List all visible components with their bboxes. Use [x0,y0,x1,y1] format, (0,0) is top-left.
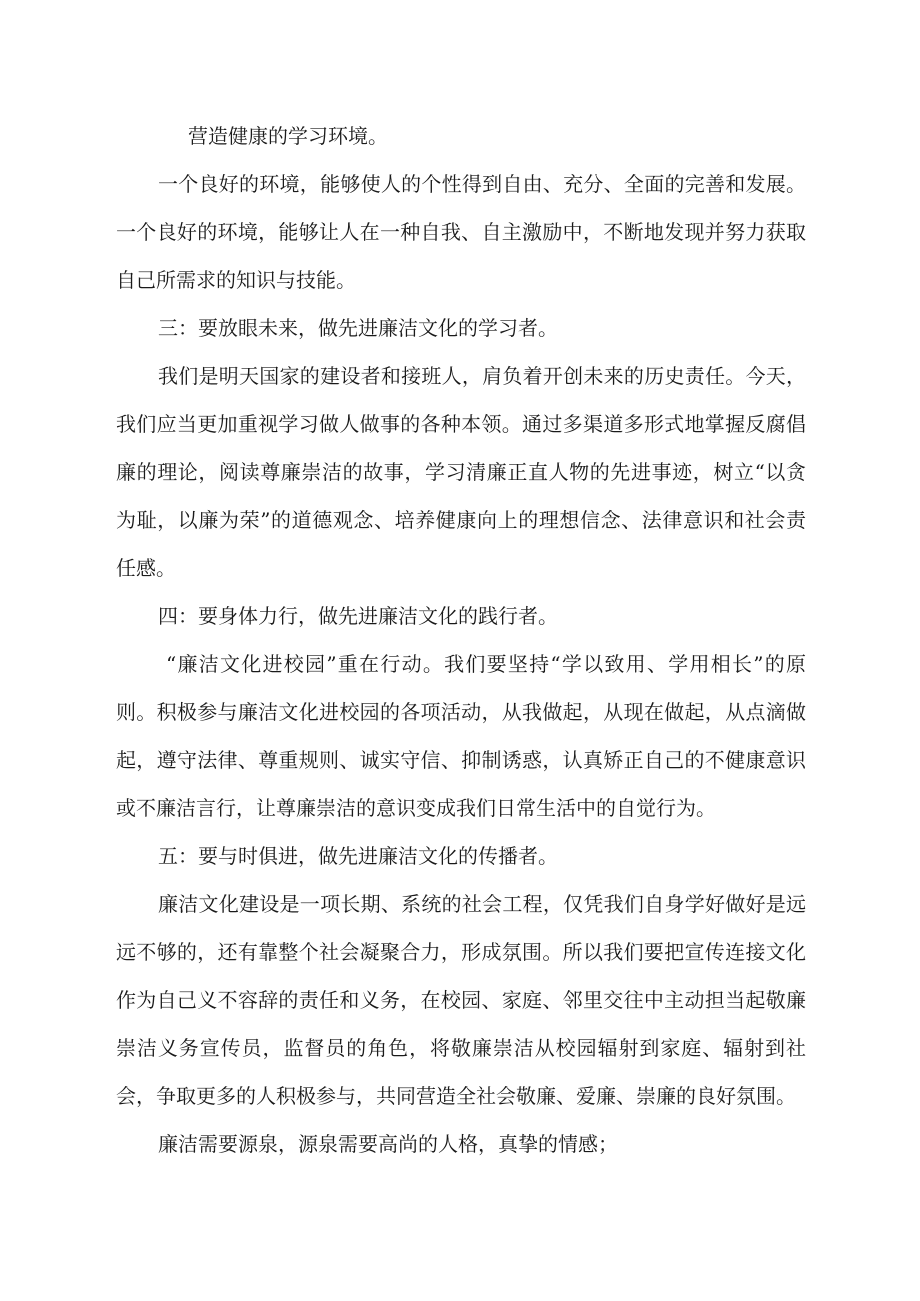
heading-four-practitioner: 四：要身体力行，做先进廉洁文化的践行者。 [158,604,558,628]
paragraph-social-engineering: 廉洁文化建设是一项长期、系统的社会工程，仅凭我们自身学好做好是远远不够的，还有靠整个社会凝聚合力，形成氛围。所以我们要把宣传连接文化作为自己义不容辞的责任和义务，在校园、家庭、邻里交往中主动担当起敬廉崇洁义务宣传员，监督员的角色，将敬廉崇洁从校园辐射到家庭、辐射到社会，争取更多的人积极参与，共同营造全社会敬廉、爱廉、崇廉的良好氛围。 [116,892,806,1108]
heading-five-disseminator: 五：要与时俱进，做先进廉洁文化的传播者。 [158,844,558,868]
paragraph-learning-environment: 营造健康的学习环境。 [188,124,388,148]
paragraph-good-environment: 一个良好的环境，能够使人的个性得到自由、充分、全面的完善和发展。一个良好的环境，能够让人在一种自我、自主激励中，不断地发现并努力获取自己所需求的知识与技能。 [116,172,806,292]
paragraph-integrity-source: 廉洁需要源泉，源泉需要高尚的人格，真挚的情感； [158,1132,618,1156]
paragraph-campus-action: “廉洁文化进校园”重在行动。我们要坚持“学以致用、学用相长”的原则。积极参与廉洁文化进校园的各项活动，从我做起，从现在做起，从点滴做起，遵守法律、尊重规则、诚实守信、抑制诱惑，认真矫正自己的不健康意识或不廉洁言行，让尊廉崇洁的意识变成我们日常生活中的自觉行为。 [116,652,806,820]
heading-three-learner: 三：要放眼未来，做先进廉洁文化的学习者。 [158,316,558,340]
paragraph-future-builders: 我们是明天国家的建设者和接班人，肩负着开创未来的历史责任。今天，我们应当更加重视学习做人做事的各种本领。通过多渠道多形式地掌握反腐倡廉的理论，阅读尊廉崇洁的故事，学习清廉正直人物的先进事迹，树立“以贪为耻，以廉为荣”的道德观念、培养健康向上的理想信念、法律意识和社会责任感。 [116,364,806,580]
document-body [116,112,806,1168]
